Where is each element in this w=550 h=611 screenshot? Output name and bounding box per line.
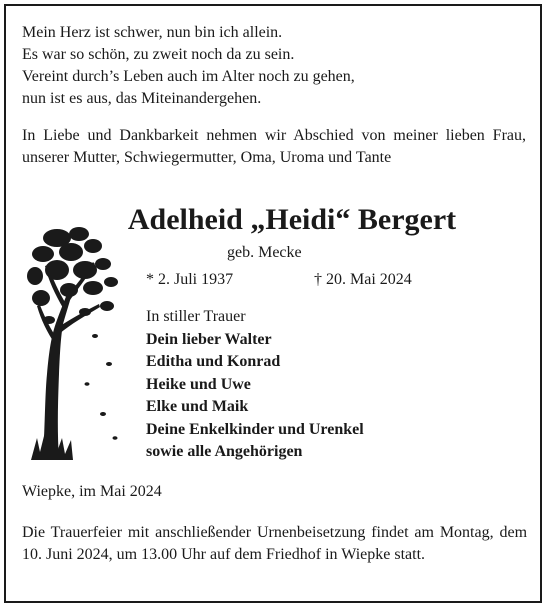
poem-line: Vereint durch’s Leben auch im Alter noch zu gehen,	[22, 68, 355, 85]
mourner-line: Dein lieber Walter	[146, 330, 272, 348]
funeral-line: Montag, dem 10. Juni 2024, um 13.00 Uhr auf dem Friedhof in	[22, 524, 528, 563]
poem-line: Mein Herz ist schwer, nun bin ich allein.	[22, 24, 283, 41]
intro-line: Tante	[355, 149, 392, 166]
death-date: † 20. Mai 2024	[314, 271, 412, 288]
mourner-line: Elke und Maik	[146, 398, 249, 415]
deceased-name: Adelheid „Heidi“ Bergert	[127, 203, 457, 236]
tree-icon	[27, 224, 127, 460]
funeral-line: Die Trauerfeier mit anschließender Urnenbeisetzung findet am	[22, 524, 434, 541]
mourner-line: Editha und Konrad	[146, 353, 281, 370]
mourner-line: sowie alle Angehörigen	[146, 443, 303, 460]
maiden-name: geb. Mecke	[227, 244, 302, 261]
funeral-line: Wiepke statt.	[341, 546, 426, 563]
mourner-line: Deine Enkelkinder und Urenkel	[146, 420, 364, 438]
place-date: Wiepke, im Mai 2024	[22, 483, 162, 500]
mourners-heading: In stiller Trauer	[146, 308, 246, 325]
mourners	[146, 306, 364, 464]
intro-line: In Liebe und Dankbarkeit nehmen wir Abschied von meiner	[22, 127, 438, 144]
funeral-info	[22, 522, 527, 566]
birth-date: * 2. Juli 1937	[146, 271, 234, 288]
poem	[22, 22, 355, 110]
mourner-line: Heike und Uwe	[146, 375, 251, 393]
poem-line: Es war so schön, zu zweit noch da zu sein.	[22, 46, 295, 63]
poem-line: nun ist es aus, das Miteinandergehen.	[22, 90, 262, 107]
intro-line: lieben Frau, unserer Mutter, Schwiegermutter, Oma, Uroma und	[22, 127, 527, 166]
intro-text	[22, 125, 526, 169]
